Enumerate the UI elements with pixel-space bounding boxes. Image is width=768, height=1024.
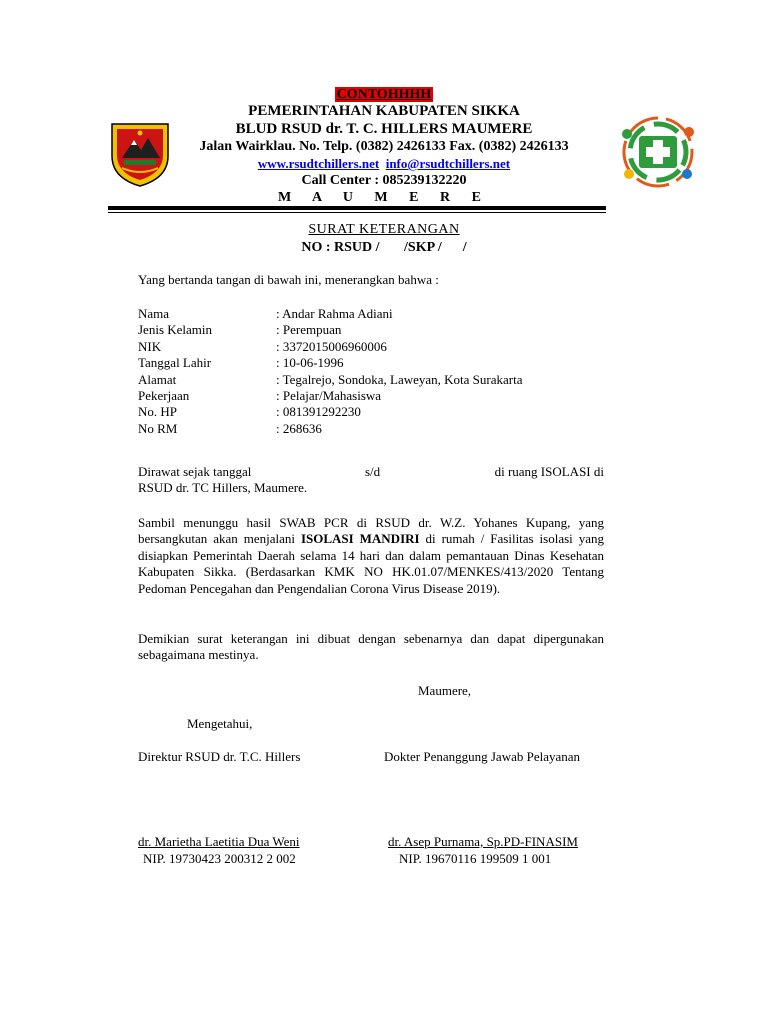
field-value: : Tegalrejo, Sondoka, Laweyan, Kota Surakarta [276,371,523,387]
treatment-room-label: di ruang ISOLASI di [494,464,604,479]
government-name: PEMERINTAHAN KABUPATEN SIKKA [248,103,520,119]
field-row [138,306,523,322]
field-value: : 3372015006960006 [276,338,387,354]
treatment-start-label: Dirawat sejak tanggal [138,464,252,479]
field-label: Jenis Kelamin [138,322,213,338]
website-link[interactable]: www.rsudtchillers.net [257,156,380,171]
field-label: Tanggal Lahir [138,355,212,371]
treatment-until-label: s/d [365,464,381,479]
field-row [138,339,523,355]
patient-details [138,306,523,437]
field-value: : 081391292230 [276,404,361,420]
field-label: Alamat [138,371,177,387]
header-divider-thick [108,206,606,210]
field-label: NIK [138,338,162,354]
acknowledged-label: Mengetahui, [187,716,253,731]
email-link[interactable]: info@rsudtchillers.net [385,156,511,171]
field-row [138,404,523,420]
field-row [138,322,523,338]
doctor-nip: NIP. 19670116 199509 1 001 [399,851,552,866]
treatment-paragraph [138,464,604,497]
field-row [138,372,523,388]
field-label: No RM [138,420,178,436]
closing-paragraph: Demikian surat keterangan ini dibuat dengan sebenarnya dan dapat dipergunakan sebagaimana mestinya. [138,631,604,663]
field-row [138,421,523,437]
director-name: dr. Marietha Laetitia Dua Weni [138,834,300,849]
sample-stamp: CONTOHHHH [336,87,432,102]
field-value: : 268636 [276,420,322,436]
field-row [138,355,523,371]
isolation-emphasis: ISOLASI MANDIRI [300,531,420,547]
treatment-location: RSUD dr. TC Hillers, Maumere. [138,480,308,496]
doctor-name: dr. Asep Purnama, Sp.PD-FINASIM [388,834,578,849]
field-row [138,388,523,404]
intro-text: Yang bertanda tangan di bawah ini, menerangkan bahwa : [138,272,439,287]
call-center: Call Center : 085239132220 [301,173,467,188]
director-role: Direktur RSUD dr. T.C. Hillers [138,749,301,764]
field-label: Pekerjaan [138,388,190,404]
city-name: M A U M E R E [278,190,490,205]
field-label: No. HP [138,404,178,420]
field-value: : 10-06-1996 [276,355,344,371]
field-value: : Pelajar/Mahasiswa [276,388,382,404]
field-value: : Perempuan [276,322,342,338]
hospital-name: BLUD RSUD dr. T. C. HILLERS MAUMERE [235,121,533,137]
field-label: Nama [138,306,170,321]
isolation-paragraph: Sambil menunggu hasil SWAB PCR di RSUD dr. W.Z. Yohanes Kupang, yang bersangkutan akan menjalani ISOLASI MANDIRI di rumah / Fasilitas isolasi yang disiapkan Pemerintah Daerah selama 14 hari dan dalam pemantauan Dinas Kesehatan Kabupaten Sikka. (Berdasarkan KMK NO HK.01.07/MENKES/413/2020 Tentang Pedoman Pencegahan dan Pengendalian Corona Virus Disease 2019). [138,515,604,596]
doctor-role: Dokter Penanggung Jawab Pelayanan [384,749,581,764]
place-date: Maumere, [418,683,472,698]
director-nip: NIP. 19730423 200312 2 002 [143,851,296,866]
hospital-address: Jalan Wairklau. No. Telp. (0382) 2426133 Fax. (0382) 2426133 [199,139,569,154]
letter-number: NO : RSUD / /SKP / / [301,240,467,255]
contact-links [0,155,768,172]
letter-title: SURAT KETERANGAN [308,222,460,237]
field-value: : Andar Rahma Adiani [276,306,393,321]
header-divider-thin [108,212,606,213]
